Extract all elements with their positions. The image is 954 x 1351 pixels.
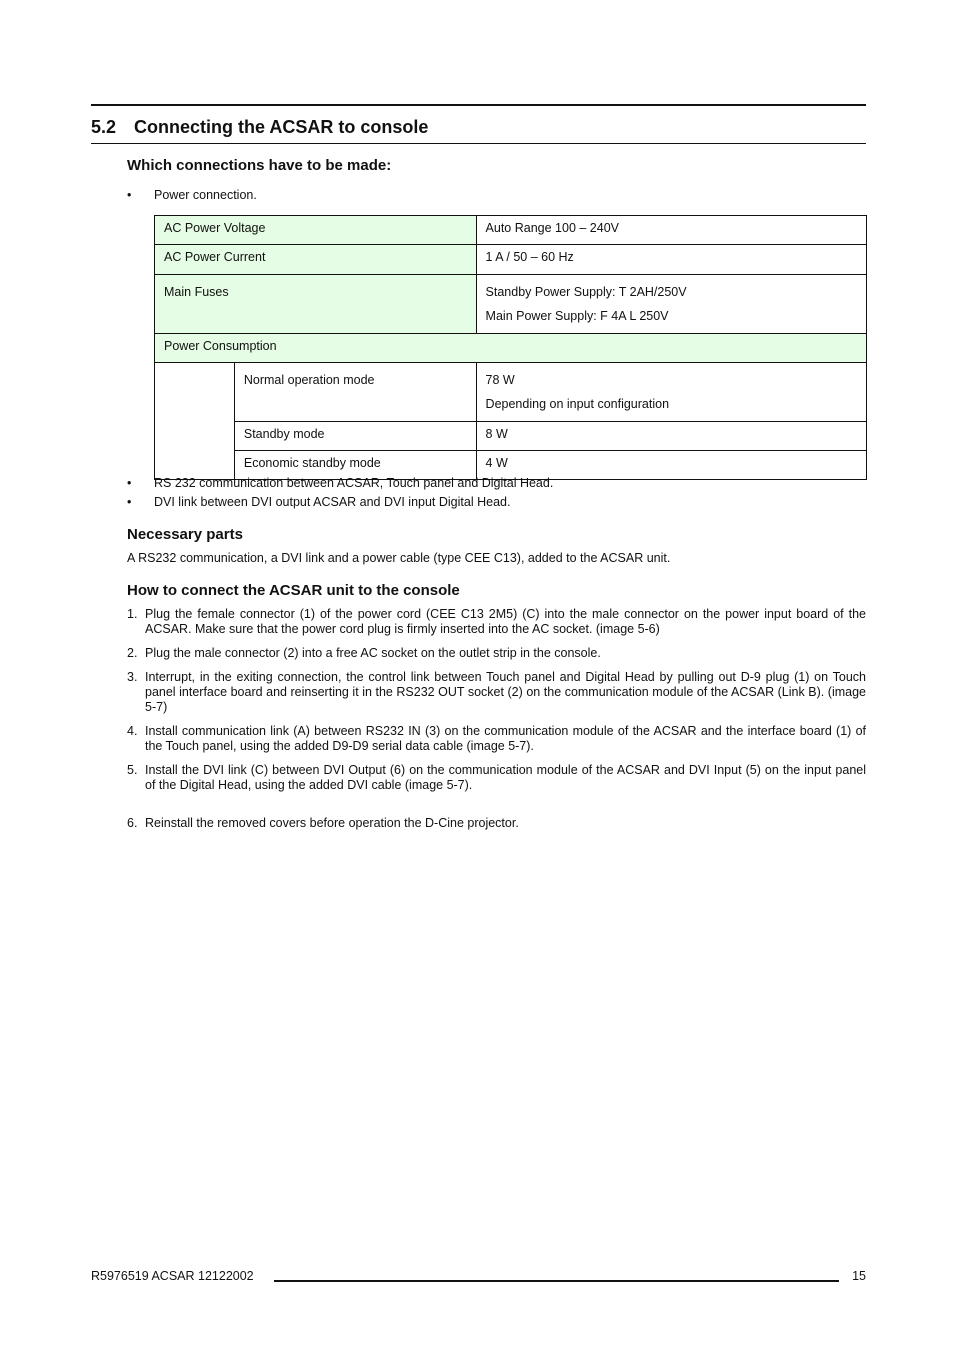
bullet-glyph: • bbox=[127, 188, 132, 202]
table-row bbox=[155, 216, 867, 245]
table-label-cell: AC Power Current bbox=[155, 245, 477, 275]
step-text: Install the DVI link (C) between DVI Output (6) on the communication module of the ACSAR and DVI Input (5) on the input panel of the Digital Head, using the added DVI cable (image 5-7). bbox=[145, 763, 866, 792]
list-item bbox=[127, 670, 866, 715]
step-text: Install communication link (A) between RS232 IN (3) on the communication module of the ACSAR and the interface board (1) of the Touch panel, using the added D9-D9 serial data cable (image 5-7). bbox=[145, 724, 866, 753]
section-number: 5.2 bbox=[91, 117, 117, 137]
section-title-text: Connecting the ACSAR to console bbox=[134, 117, 429, 137]
table-value-cell: 78 W Depending on input configuration bbox=[476, 363, 866, 422]
header-rule bbox=[91, 104, 866, 106]
parts-heading: Necessary parts bbox=[127, 526, 243, 543]
step-number: 3. bbox=[127, 670, 138, 684]
step-number: 1. bbox=[127, 607, 138, 621]
steps-list bbox=[127, 607, 866, 840]
bullet-text: Power connection. bbox=[154, 188, 257, 202]
table-label-cell: AC Power Voltage bbox=[155, 216, 477, 245]
consumption-header-cell: Power Consumption bbox=[155, 334, 867, 363]
list-item bbox=[127, 816, 866, 831]
footer-rule bbox=[274, 1280, 839, 1282]
table-row bbox=[155, 334, 867, 363]
table-mode-cell: Normal operation mode bbox=[234, 363, 476, 422]
step-number: 6. bbox=[127, 816, 138, 830]
step-text: Plug the female connector (1) of the power cord (CEE C13 2M5) (C) into the male connector on the power input board of the ACSAR. Make sure that the power cord plug is firmly inserted into the AC socket. (image 5-6) bbox=[145, 607, 866, 636]
list-item bbox=[127, 763, 866, 793]
bullet-glyph: • bbox=[127, 476, 132, 490]
table-value-cell: Auto Range 100 – 240V bbox=[476, 216, 866, 245]
table-value-cell: 1 A / 50 – 60 Hz bbox=[476, 245, 866, 275]
bullet-glyph: • bbox=[127, 495, 132, 509]
bullet-text: RS 232 communication between ACSAR, Touch panel and Digital Head. bbox=[154, 476, 554, 490]
step-number: 2. bbox=[127, 646, 138, 660]
table-row bbox=[155, 275, 867, 334]
howto-heading: How to connect the ACSAR unit to the console bbox=[127, 582, 460, 599]
step-text: Interrupt, in the exiting connection, the control link between Touch panel and Digital Head by pulling out D-9 plug (1) on Touch panel interface board and reinserting it in the RS232 OUT socket (2) on the communication module of the ACSAR (Link B). (image 5-7) bbox=[145, 670, 866, 714]
table-row bbox=[155, 245, 867, 275]
list-item bbox=[127, 607, 866, 637]
parts-text: A RS232 communication, a DVI link and a power cable (type CEE C13), added to the ACSAR unit. bbox=[127, 551, 671, 565]
table-mode-cell: Standby mode bbox=[234, 422, 476, 451]
title-rule bbox=[91, 143, 866, 144]
footer-doc-id: R5976519 ACSAR 12122002 bbox=[91, 1269, 254, 1283]
section-title bbox=[91, 117, 428, 138]
step-number: 4. bbox=[127, 724, 138, 738]
connections-heading: Which connections have to be made: bbox=[127, 157, 392, 174]
table-value-cell: 8 W bbox=[476, 422, 866, 451]
bullet-text: DVI link between DVI output ACSAR and DVI input Digital Head. bbox=[154, 495, 511, 509]
table-value-cell: Standby Power Supply: T 2AH/250V Main Power Supply: F 4A L 250V bbox=[476, 275, 866, 334]
table-empty-cell bbox=[155, 363, 235, 480]
power-spec-table bbox=[154, 215, 867, 480]
page-number: 15 bbox=[852, 1269, 866, 1283]
table-row bbox=[155, 363, 867, 422]
table-row bbox=[155, 422, 867, 451]
step-number: 5. bbox=[127, 763, 138, 777]
table-label-cell: Main Fuses bbox=[155, 275, 477, 334]
list-item bbox=[127, 724, 866, 754]
list-item bbox=[127, 646, 866, 661]
step-text: Plug the male connector (2) into a free AC socket on the outlet strip in the console. bbox=[145, 646, 601, 660]
table-value-cell: 4 W bbox=[476, 451, 866, 480]
table-mode-cell: Economic standby mode bbox=[234, 451, 476, 480]
step-text: Reinstall the removed covers before operation the D-Cine projector. bbox=[145, 816, 519, 830]
